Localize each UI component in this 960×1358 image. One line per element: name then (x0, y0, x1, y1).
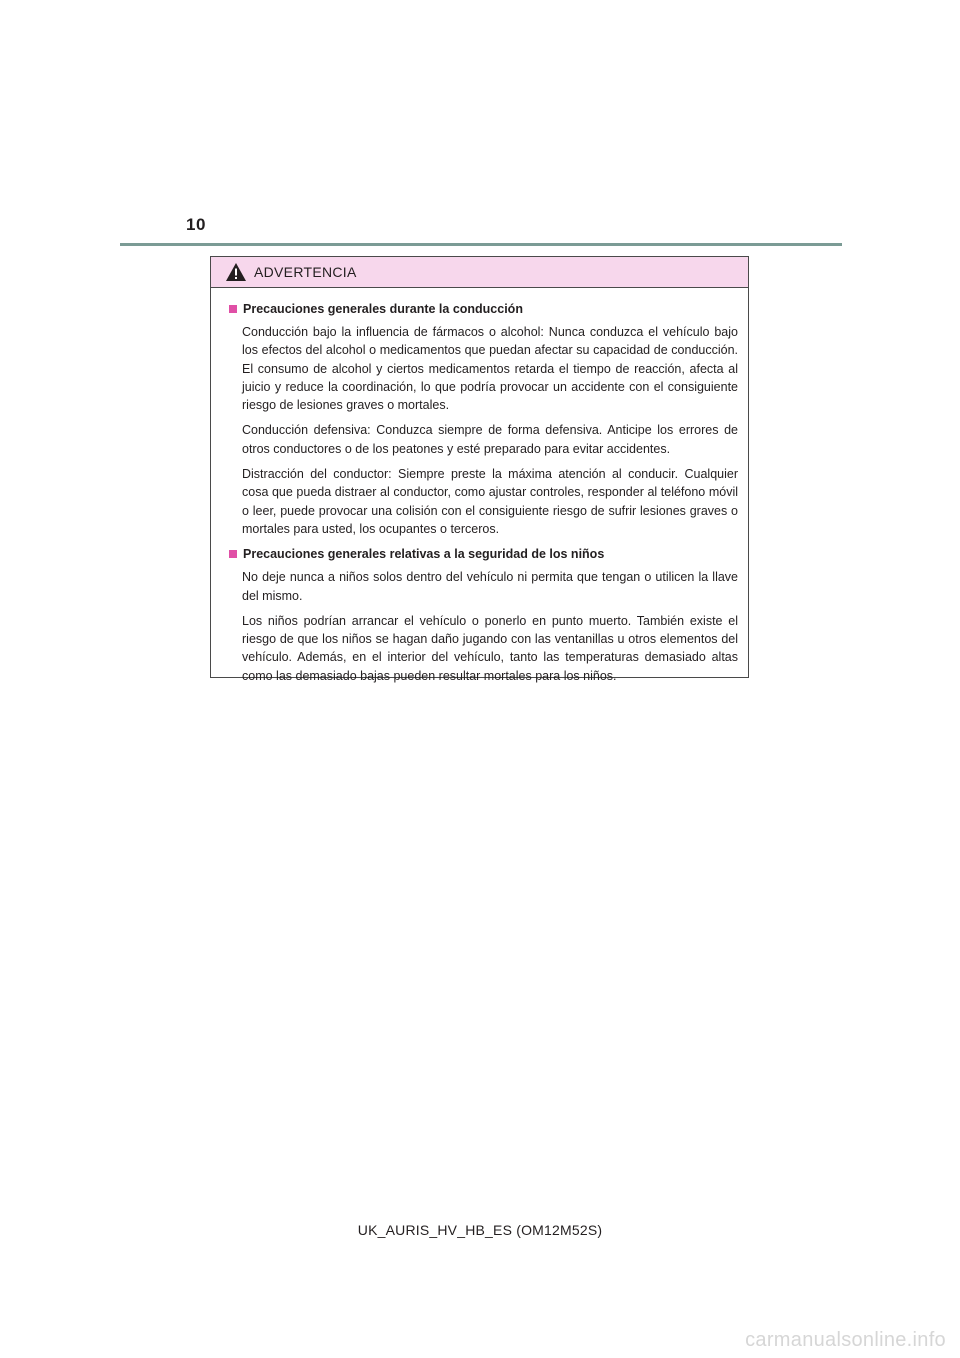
header-rule (120, 243, 842, 246)
section-heading-text: Precauciones generales durante la conducción (243, 302, 523, 316)
section-heading-driving (229, 300, 738, 318)
section-heading-children (229, 545, 738, 563)
warning-triangle-icon (225, 262, 247, 282)
paragraph-children-risks: Los niños podrían arrancar el vehículo o ponerlo en punto muerto. También existe el riesgo de que los niños se hagan daño jugando con las ventanillas u otros elementos del vehículo. Además, en el interior del vehículo, tanto las temperaturas demasiado altas como las demasiado bajas pueden resultar mortales para los niños. (242, 613, 738, 683)
warning-box (210, 256, 749, 683)
paragraph-driver-distraction: Distracción del conductor: Siempre preste la máxima atención al conducir. Cualquier cosa que pueda distraer al conductor, como ajustar controles, responder al teléfono móvil o leer, puede provocar una colisión con el consiguiente riesgo de sufrir lesiones graves o mortales para usted, los ocupantes o terceros. (242, 467, 738, 536)
paragraph-drugs-alcohol: Conducción bajo la influencia de fármacos o alcohol: Nunca conduzca el vehículo bajo los efectos del alcohol o medicamentos que puedan afectar su capacidad de conducción. El consumo de alcohol y ciertos medicamentos retarda el tiempo de reacción, afecta al juicio y reduce la coordinación, lo que podría provocar un accidente con el consiguiente riesgo de lesiones graves o mortales. (242, 325, 738, 413)
watermark: carmanualsonline.info (745, 1329, 946, 1351)
square-bullet-icon (229, 550, 237, 558)
footer-document-code: UK_AURIS_HV_HB_ES (OM12M52S) (357, 1222, 603, 1238)
warning-title: ADVERTENCIA (254, 264, 357, 280)
paragraph-children-alone: No deje nunca a niños solos dentro del vehículo ni permita que tengan o utilicen la llave del mismo. (242, 570, 738, 603)
page-number: 10 (186, 215, 206, 234)
section-heading-text: Precauciones generales relativas a la seguridad de los niños (243, 547, 605, 562)
warning-content (211, 288, 748, 685)
warning-header (211, 257, 748, 288)
square-bullet-icon (229, 305, 237, 313)
paragraph-defensive-driving: Conducción defensiva: Conduzca siempre de forma defensiva. Anticipe los errores de otros conductores o de los peatones y esté preparado para evitar accidentes. (242, 423, 738, 456)
